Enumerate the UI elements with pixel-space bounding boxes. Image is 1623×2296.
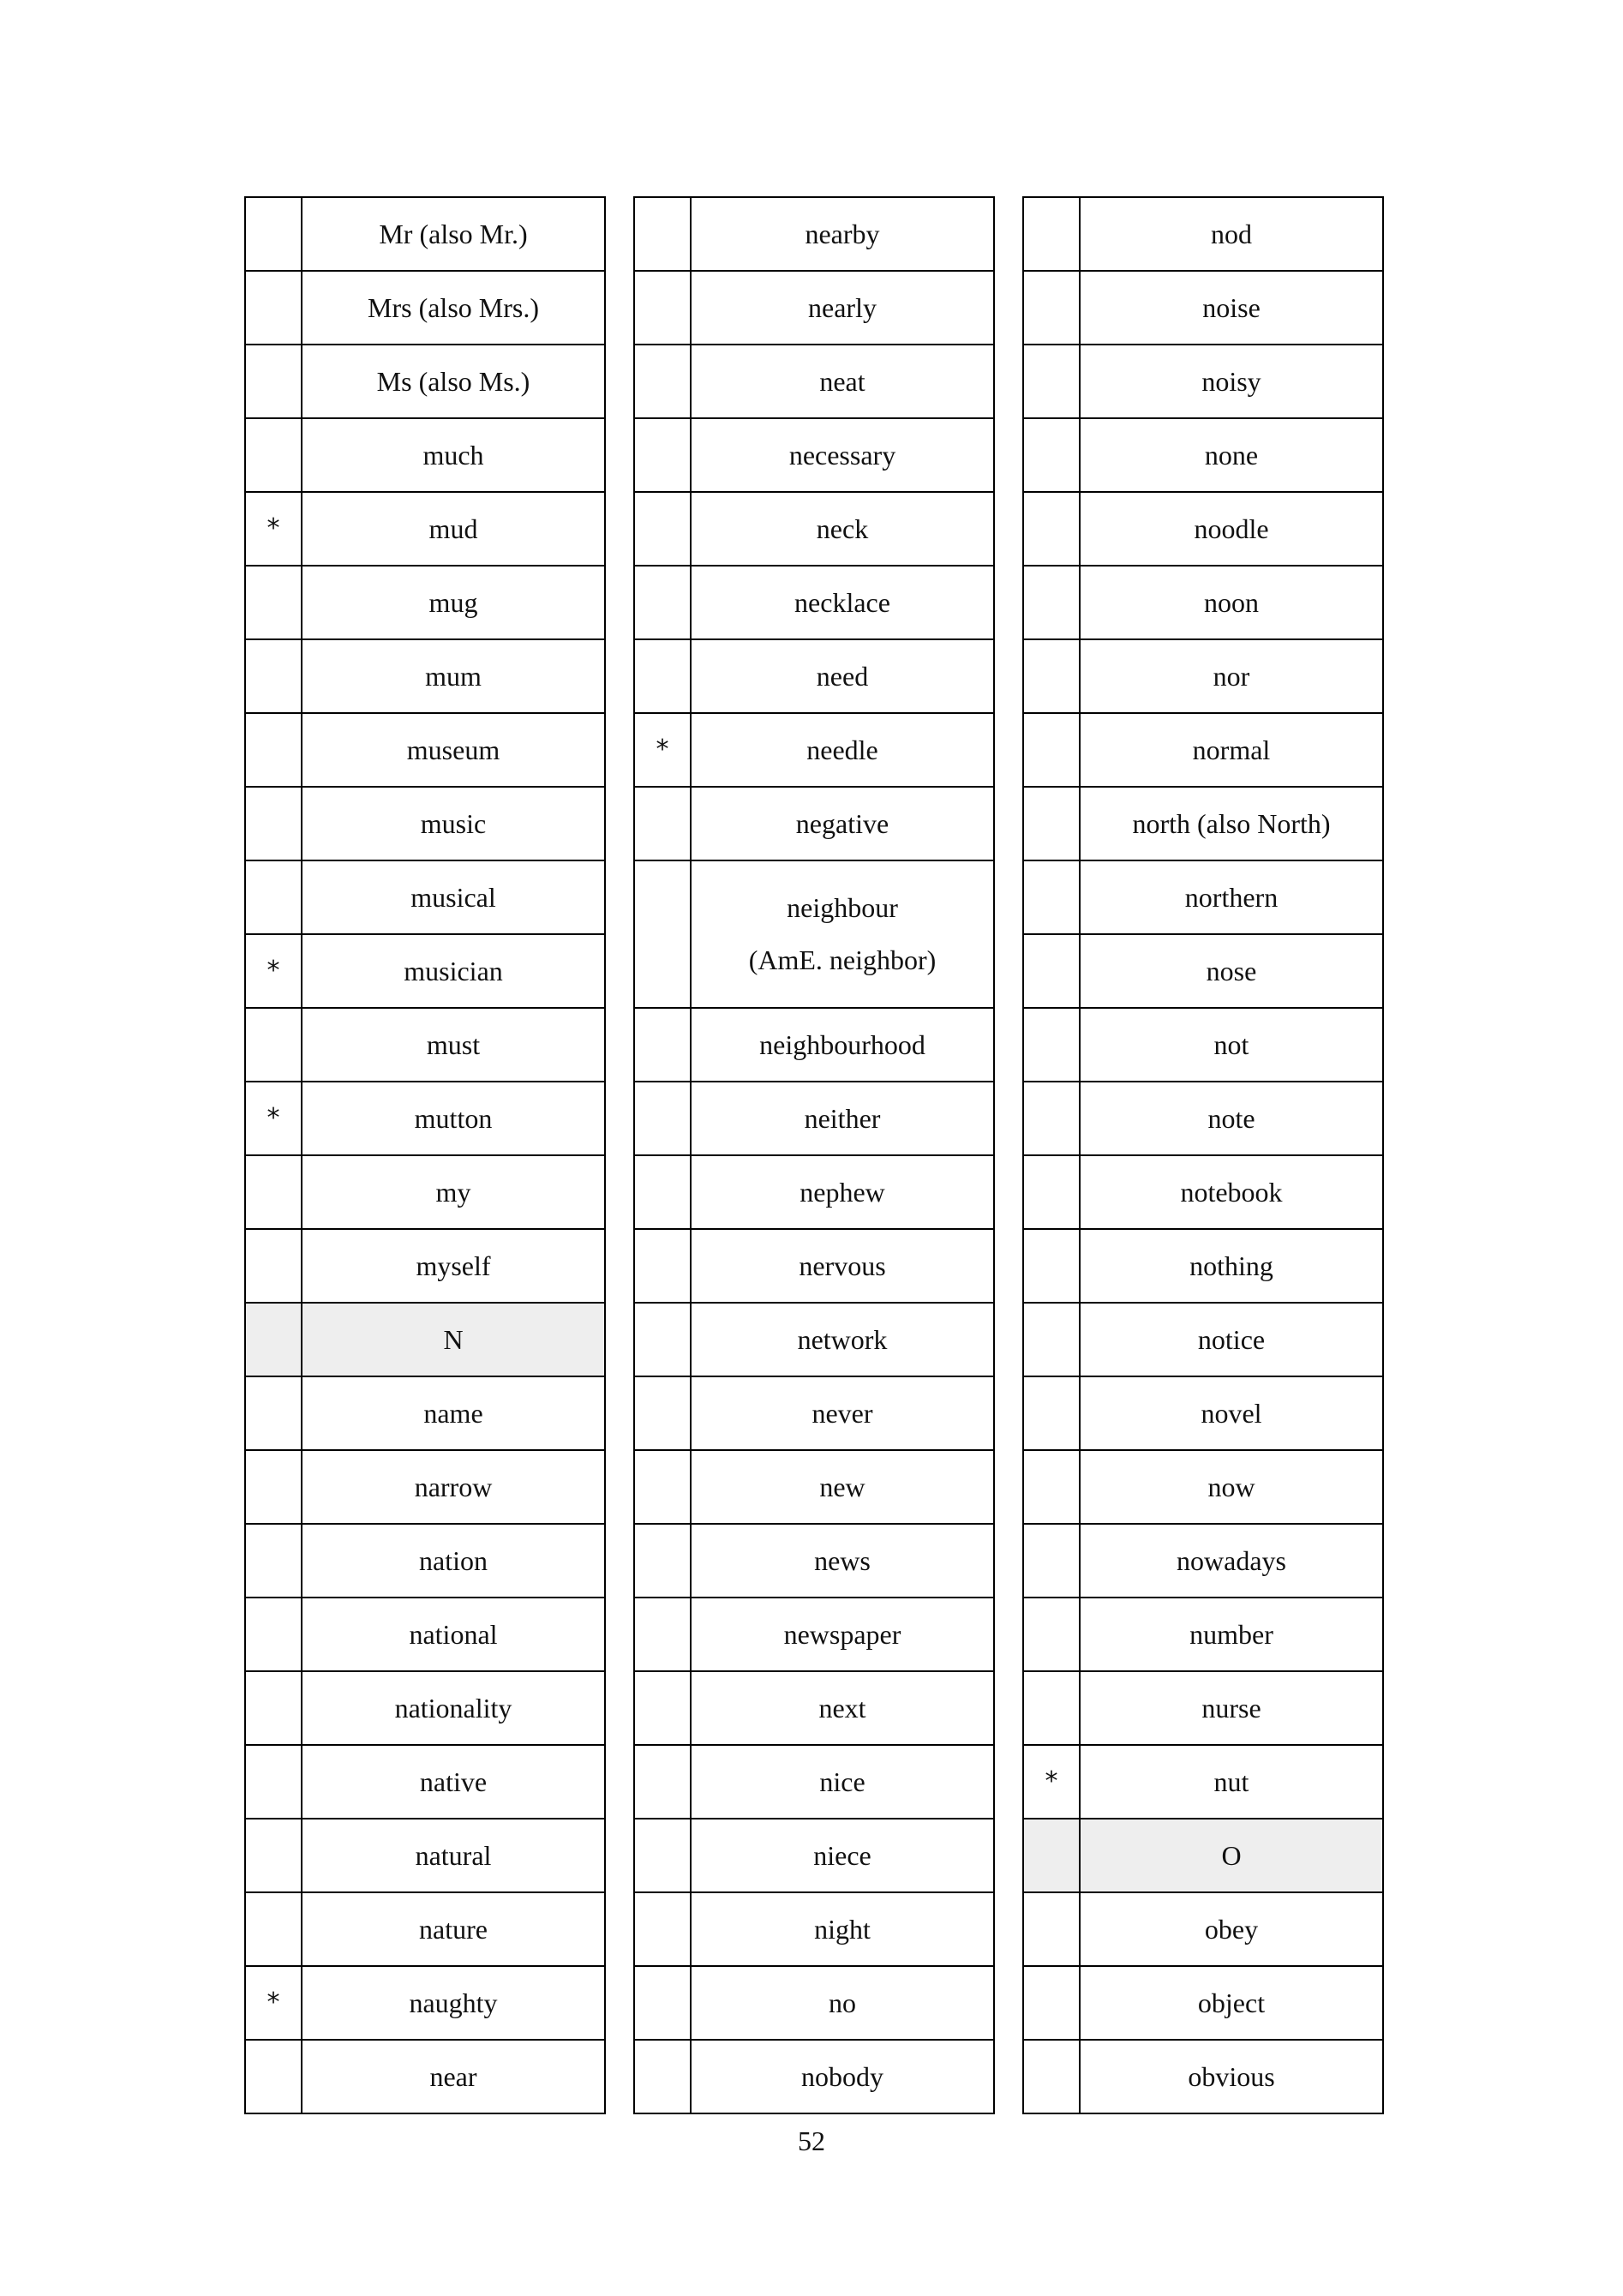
mark-cell [634, 1229, 691, 1303]
table-row [245, 1598, 605, 1671]
table-row [245, 418, 605, 492]
mark-cell [245, 713, 302, 787]
table-row [634, 418, 994, 492]
table-row [634, 1303, 994, 1376]
mark-cell [1023, 418, 1080, 492]
word-cell: nearby [691, 197, 994, 271]
table-row [1023, 2040, 1383, 2113]
table-row [1023, 1082, 1383, 1155]
table-row [1023, 1155, 1383, 1229]
word-cell: noodle [1080, 492, 1383, 566]
word-cell: neighbourhood [691, 1008, 994, 1082]
word-cell: nearly [691, 271, 994, 345]
table-row [1023, 418, 1383, 492]
table-row [1023, 566, 1383, 639]
word-cell [691, 860, 994, 1008]
word-cell: Mrs (also Mrs.) [302, 271, 605, 345]
word-cell: noise [1080, 271, 1383, 345]
mark-cell [634, 860, 691, 1008]
word-cell: mum [302, 639, 605, 713]
word-variant-line: (AmE. neighbor) [748, 944, 937, 975]
table-row [634, 1524, 994, 1598]
table-row [245, 860, 605, 934]
word-cell: necessary [691, 418, 994, 492]
word-cell: nurse [1080, 1671, 1383, 1745]
table-row [245, 345, 605, 418]
mark-cell [1023, 1376, 1080, 1450]
table-row [634, 345, 994, 418]
table-row [634, 1819, 994, 1892]
mark-cell [245, 566, 302, 639]
vocab-table-column-3 [1022, 196, 1384, 2114]
mark-cell [1023, 1819, 1080, 1892]
table-row [245, 639, 605, 713]
mark-cell [245, 197, 302, 271]
word-cell: news [691, 1524, 994, 1598]
word-cell: neck [691, 492, 994, 566]
mark-cell: * [1023, 1745, 1080, 1819]
table-row [634, 1966, 994, 2040]
vocab-table-column-2 [633, 196, 995, 2114]
mark-cell [634, 1671, 691, 1745]
mark-cell [1023, 566, 1080, 639]
table-row [1023, 1892, 1383, 1966]
word-cell: nephew [691, 1155, 994, 1229]
word-cell: nothing [1080, 1229, 1383, 1303]
word-cell: noon [1080, 566, 1383, 639]
table-row [245, 566, 605, 639]
table-row [245, 1745, 605, 1819]
word-cell: never [691, 1376, 994, 1450]
word-cell: new [691, 1450, 994, 1524]
word-cell: note [1080, 1082, 1383, 1155]
mark-cell [634, 1303, 691, 1376]
word-cell: novel [1080, 1376, 1383, 1450]
mark-cell [634, 1524, 691, 1598]
table-row [634, 1671, 994, 1745]
word-cell: mud [302, 492, 605, 566]
mark-cell [634, 1966, 691, 2040]
word-cell: musical [302, 860, 605, 934]
mark-cell [634, 2040, 691, 2113]
word-cell: nose [1080, 934, 1383, 1008]
mark-cell [634, 787, 691, 860]
word-cell: naughty [302, 1966, 605, 2040]
mark-cell [245, 1524, 302, 1598]
mark-cell [245, 2040, 302, 2113]
mark-cell: * [245, 934, 302, 1008]
word-cell: object [1080, 1966, 1383, 2040]
mark-cell [245, 271, 302, 345]
table-row [1023, 1966, 1383, 2040]
word-cell: negative [691, 787, 994, 860]
table-row [634, 1598, 994, 1671]
word-cell: mutton [302, 1082, 605, 1155]
mark-cell [245, 1155, 302, 1229]
mark-cell [245, 1229, 302, 1303]
word-cell: newspaper [691, 1598, 994, 1671]
table-row [245, 1082, 605, 1155]
word-cell: neat [691, 345, 994, 418]
mark-cell [634, 345, 691, 418]
word-cell: my [302, 1155, 605, 1229]
table-row [634, 1892, 994, 1966]
mark-cell [1023, 934, 1080, 1008]
word-cell: northern [1080, 860, 1383, 934]
table-row [634, 492, 994, 566]
table-row [634, 787, 994, 860]
mark-cell [1023, 1892, 1080, 1966]
section-letter: N [302, 1303, 605, 1376]
word-cell: none [1080, 418, 1383, 492]
mark-cell [1023, 1008, 1080, 1082]
mark-cell [245, 860, 302, 934]
word-cell: nationality [302, 1671, 605, 1745]
table-row [245, 197, 605, 271]
word-cell: notice [1080, 1303, 1383, 1376]
word-cell: myself [302, 1229, 605, 1303]
mark-cell [634, 1450, 691, 1524]
word-cell: now [1080, 1450, 1383, 1524]
word-cell: museum [302, 713, 605, 787]
word-cell: night [691, 1892, 994, 1966]
word-cell: nod [1080, 197, 1383, 271]
word-line: neighbour [787, 892, 898, 924]
table-row [1023, 1008, 1383, 1082]
table-row [634, 1008, 994, 1082]
table-row [1023, 860, 1383, 934]
mark-cell [634, 1376, 691, 1450]
table-row [1023, 492, 1383, 566]
table-row [245, 492, 605, 566]
table-row [1023, 345, 1383, 418]
table-row [634, 566, 994, 639]
word-cell: national [302, 1598, 605, 1671]
mark-cell [1023, 1671, 1080, 1745]
word-cell: nation [302, 1524, 605, 1598]
word-cell: number [1080, 1598, 1383, 1671]
mark-cell [245, 1008, 302, 1082]
table-row [634, 2040, 994, 2113]
mark-cell [245, 1892, 302, 1966]
mark-cell [245, 787, 302, 860]
mark-cell [634, 639, 691, 713]
word-cell: Mr (also Mr.) [302, 197, 605, 271]
table-row [1023, 1229, 1383, 1303]
mark-cell [1023, 345, 1080, 418]
mark-cell [634, 418, 691, 492]
table-row [245, 1155, 605, 1229]
mark-cell [634, 492, 691, 566]
mark-cell [245, 1450, 302, 1524]
word-cell: neither [691, 1082, 994, 1155]
table-row [634, 1155, 994, 1229]
mark-cell [634, 1155, 691, 1229]
mark-cell [634, 1819, 691, 1892]
mark-cell [1023, 197, 1080, 271]
mark-cell [245, 1598, 302, 1671]
mark-cell [634, 271, 691, 345]
table-row [245, 1892, 605, 1966]
mark-cell [634, 1745, 691, 1819]
mark-cell [1023, 1450, 1080, 1524]
mark-cell [1023, 1303, 1080, 1376]
table-row [1023, 787, 1383, 860]
word-cell: must [302, 1008, 605, 1082]
word-cell: needle [691, 713, 994, 787]
mark-cell [1023, 1082, 1080, 1155]
table-row [1023, 1598, 1383, 1671]
section-letter: O [1080, 1819, 1383, 1892]
word-cell: noisy [1080, 345, 1383, 418]
vocab-table-column-1 [244, 196, 606, 2114]
mark-cell [1023, 639, 1080, 713]
word-cell: notebook [1080, 1155, 1383, 1229]
mark-cell [1023, 713, 1080, 787]
table-row [1023, 713, 1383, 787]
mark-cell: * [245, 1082, 302, 1155]
table-row [245, 934, 605, 1008]
table-row [245, 1376, 605, 1450]
table-row [245, 1229, 605, 1303]
table-row [634, 713, 994, 787]
word-cell: near [302, 2040, 605, 2113]
word-cell: nowadays [1080, 1524, 1383, 1598]
table-row [245, 271, 605, 345]
table-row [1023, 639, 1383, 713]
word-cell: native [302, 1745, 605, 1819]
mark-cell [1023, 1229, 1080, 1303]
word-cell: niece [691, 1819, 994, 1892]
table-row [245, 1966, 605, 2040]
mark-cell [634, 1008, 691, 1082]
table-row [634, 1229, 994, 1303]
table-row [634, 860, 994, 1008]
table-row [634, 639, 994, 713]
word-cell: not [1080, 1008, 1383, 1082]
mark-cell [1023, 2040, 1080, 2113]
word-cell: mug [302, 566, 605, 639]
word-cell: network [691, 1303, 994, 1376]
word-cell: nobody [691, 2040, 994, 2113]
mark-cell [634, 1082, 691, 1155]
table-row [1023, 1745, 1383, 1819]
mark-cell [634, 1892, 691, 1966]
mark-cell: * [245, 1966, 302, 2040]
table-row [634, 1745, 994, 1819]
mark-cell [245, 418, 302, 492]
mark-cell [1023, 1155, 1080, 1229]
section-letter-row [245, 1303, 605, 1376]
mark-cell [1023, 860, 1080, 934]
word-cell: nice [691, 1745, 994, 1819]
word-cell: much [302, 418, 605, 492]
table-row [634, 1082, 994, 1155]
mark-cell [1023, 1966, 1080, 2040]
table-row [634, 197, 994, 271]
word-cell: nervous [691, 1229, 994, 1303]
word-cell: music [302, 787, 605, 860]
mark-cell [1023, 1524, 1080, 1598]
word-cell: need [691, 639, 994, 713]
mark-cell [1023, 1598, 1080, 1671]
table-row [245, 713, 605, 787]
page-number: 52 [798, 2125, 825, 2156]
mark-cell [245, 1671, 302, 1745]
table-row [1023, 271, 1383, 345]
mark-cell [245, 1819, 302, 1892]
mark-cell [245, 639, 302, 713]
table-row [245, 1671, 605, 1745]
table-row [245, 2040, 605, 2113]
word-cell: musician [302, 934, 605, 1008]
word-cell: north (also North) [1080, 787, 1383, 860]
word-cell: next [691, 1671, 994, 1745]
word-cell: necklace [691, 566, 994, 639]
mark-cell [1023, 271, 1080, 345]
table-row [1023, 1376, 1383, 1450]
section-letter-row [1023, 1819, 1383, 1892]
table-row [245, 1524, 605, 1598]
table-row [1023, 1450, 1383, 1524]
table-row [245, 1008, 605, 1082]
table-row [634, 271, 994, 345]
mark-cell: * [245, 492, 302, 566]
word-cell: obey [1080, 1892, 1383, 1966]
table-row [1023, 934, 1383, 1008]
word-cell: obvious [1080, 2040, 1383, 2113]
word-cell: narrow [302, 1450, 605, 1524]
table-row [634, 1450, 994, 1524]
word-cell: natural [302, 1819, 605, 1892]
mark-cell [1023, 787, 1080, 860]
word-cell: nor [1080, 639, 1383, 713]
mark-cell [1023, 492, 1080, 566]
mark-cell [245, 1303, 302, 1376]
table-row [245, 1450, 605, 1524]
mark-cell [245, 345, 302, 418]
word-cell: nature [302, 1892, 605, 1966]
word-cell: normal [1080, 713, 1383, 787]
mark-cell [634, 1598, 691, 1671]
table-row [1023, 197, 1383, 271]
table-row [1023, 1303, 1383, 1376]
mark-cell [245, 1376, 302, 1450]
table-row [1023, 1671, 1383, 1745]
mark-cell [634, 566, 691, 639]
word-cell: Ms (also Ms.) [302, 345, 605, 418]
word-cell: no [691, 1966, 994, 2040]
table-row [634, 1376, 994, 1450]
word-cell: name [302, 1376, 605, 1450]
word-cell: nut [1080, 1745, 1383, 1819]
table-row [245, 1819, 605, 1892]
table-row [245, 787, 605, 860]
mark-cell [245, 1745, 302, 1819]
mark-cell: * [634, 713, 691, 787]
mark-cell [634, 197, 691, 271]
table-row [1023, 1524, 1383, 1598]
